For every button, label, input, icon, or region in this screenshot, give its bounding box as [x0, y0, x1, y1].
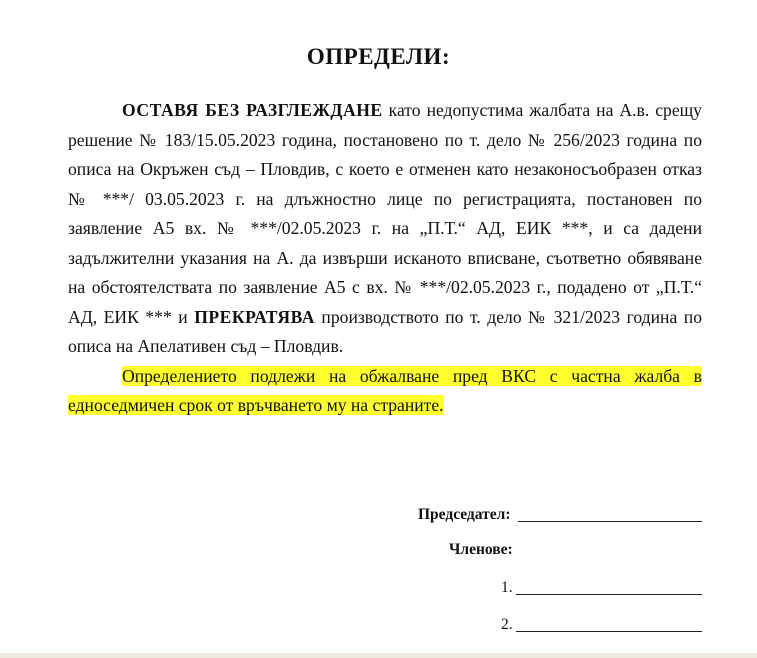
- member-2-number: 2.: [501, 616, 513, 633]
- chair-label: Председател:: [418, 506, 511, 523]
- ruling-paragraph: [68, 96, 702, 362]
- ruling-text: [68, 96, 702, 421]
- members-label: Членове:: [449, 541, 513, 558]
- ruling-terminate: ПРЕКРАТЯВА: [194, 306, 315, 327]
- member-2-signature-line: [516, 631, 702, 632]
- appeal-paragraph: [68, 362, 702, 421]
- chair-signature-line: [518, 521, 702, 522]
- appeal-notice: Определението подлежи на обжалване пред ВКС с частна жалба в едноседмичен срок от връчването му на страните.: [68, 365, 702, 415]
- ruling-lead: ОСТАВЯ БЕЗ РАЗГЛЕЖДАНЕ: [122, 100, 383, 120]
- ruling-text-part2: производството по т. дело № 321/2023 година по описа на Апелативен съд – Пловдив.: [68, 306, 702, 356]
- ruling-text-part1: като недопустима жалбата на А.в. срещу решение № 183/15.05.2023 година, постановено по т. дело № 256/2023 година по описа на Окръжен съд – Пловдив, с което е отменен като незаконосъобразен отказ № ***/ 03.05.2023 г. на длъжностно лице по регистрацията, постановен по заявление А5 вх. № ***/02.05.2023 г. на „П.Т.“ АД, ЕИК ***, и са дадени задължителни указания на А. да извърши исканото вписване, съответно обявяване на обстоятелствата по заявление А5 с вх. № ***/02.05.2023 г., подадено от „П.Т.“ АД, ЕИК *** и: [68, 100, 702, 327]
- member-1-number: 1.: [501, 579, 513, 596]
- page-bottom-edge: [0, 653, 757, 658]
- page-title: ОПРЕДЕЛИ:: [306, 44, 451, 69]
- member-1-signature-line: [516, 594, 702, 595]
